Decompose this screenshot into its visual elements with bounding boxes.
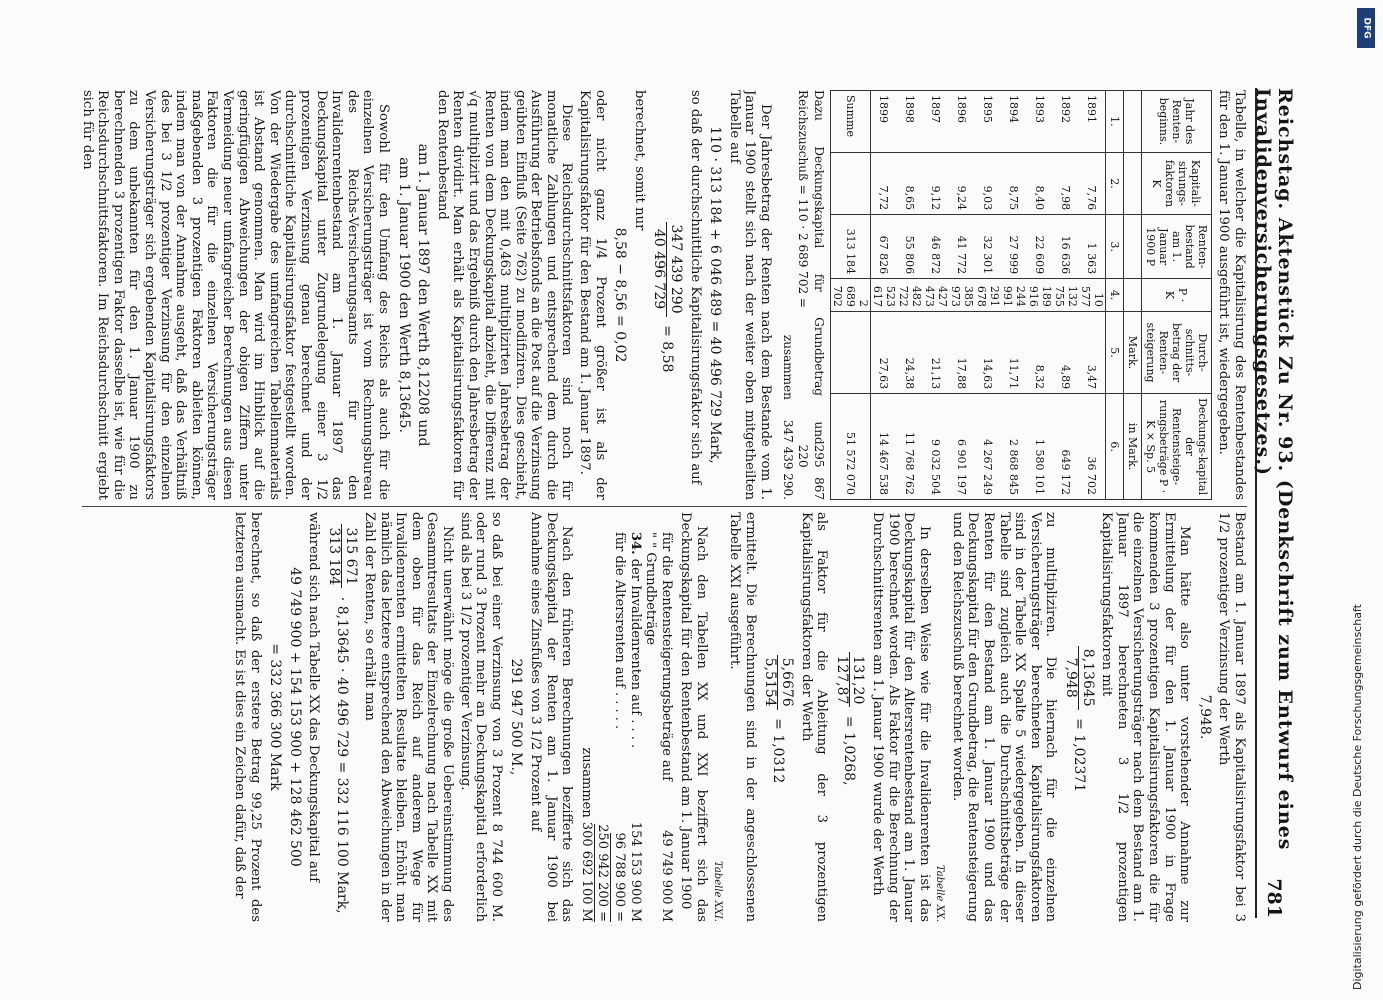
equation xyxy=(1062,512,1094,922)
table-cell: 11 768 762 xyxy=(897,394,923,500)
calc-row xyxy=(610,532,627,922)
equation xyxy=(762,512,794,922)
table-total-value: 347 439 290. xyxy=(780,419,795,500)
table-cell: 67 826 xyxy=(870,215,897,279)
fraction-denominator: 5,5154 xyxy=(762,657,779,707)
fraction-numerator: 131,20 xyxy=(849,652,866,707)
table-total-label: zusammen xyxy=(780,334,795,400)
paragraph: während sich nach Tabelle XX das Deckungskapital auf xyxy=(306,512,322,883)
equation: am 1. Januar 1897 den Werth 8,12208 und xyxy=(415,143,432,447)
table-cell: 1 363 xyxy=(1079,215,1106,279)
table-row xyxy=(949,91,975,500)
table-colnum: 5. xyxy=(1105,311,1123,393)
fraction-denominator: 313 184 xyxy=(325,527,342,586)
paragraph: so daß der durchschnittliche Kapitalisirungsfaktor sich auf xyxy=(687,90,703,485)
table-cell: 27,63 xyxy=(870,311,897,393)
credit-text: Digitalisierung gefördert durch die Deutsche Forschungsgemeinschaft xyxy=(1351,604,1364,990)
calculation-block xyxy=(578,532,674,922)
table-unit: Mark. xyxy=(1123,311,1141,393)
table-cell: 8,32 xyxy=(1027,311,1053,393)
header-title: Reichstag. Aktenstück Zu Nr. 93. (Denkschrift zum Entwurf eines Invalidenversicherungsgesetzes.) xyxy=(1252,88,1296,851)
table-cell: 1893 xyxy=(1027,91,1053,153)
side-note: Tabelle XXI. xyxy=(711,860,723,922)
table-cell: 482 722 xyxy=(897,279,923,312)
page-number: 781 xyxy=(1263,878,1285,918)
table-cell: 1898 xyxy=(897,91,923,153)
table-cell: 1894 xyxy=(1001,91,1027,153)
table-row xyxy=(1027,91,1053,500)
side-note: Tabelle XX. xyxy=(934,864,946,922)
table-cell: 14 467 538 xyxy=(870,394,897,500)
document-page xyxy=(3,0,1383,1000)
table-cell: 4,89 xyxy=(1053,311,1079,393)
table-cell: 1896 xyxy=(949,91,975,153)
calc-row xyxy=(578,532,594,922)
paragraph: so daß bei einer Verzinsung von 3 Prozent 8 744 600 M. oder rund 3 Prozent mehr an Deckungskapital erforderlich sind als bei 3 1/2 prozentiger Verzinsung. xyxy=(457,512,504,922)
fraction-numerator: 5,6676 xyxy=(777,655,794,710)
table-unit: in Mark. xyxy=(1123,394,1141,500)
fraction-denominator: 40 496 729 xyxy=(651,229,668,310)
table-cell: 1897 xyxy=(923,91,949,153)
table-cell: 8,75 xyxy=(1001,152,1027,214)
equation xyxy=(651,90,683,500)
paragraph: oder nicht ganz 1/4 Prozent größer ist als der Kapitalisirungsfaktor für den Bestand am 1. Januar 1897. xyxy=(577,90,608,500)
left-column xyxy=(77,90,1247,500)
fraction xyxy=(325,524,357,588)
table-sum-cell: Summe xyxy=(830,91,870,153)
table-cell: 189 916 xyxy=(1027,279,1053,312)
table-cell: 55 806 xyxy=(897,215,923,279)
table-unit xyxy=(1123,279,1141,312)
table-colnum: 2. xyxy=(1105,152,1123,214)
table-unit-row xyxy=(1123,91,1141,500)
table-cell: 8,40 xyxy=(1027,152,1053,214)
table-unit xyxy=(1123,215,1141,279)
equation-result: = 1,0268, xyxy=(841,715,858,786)
fraction-numerator: 347 439 290 xyxy=(666,222,683,317)
table-cell: 4 267 249 xyxy=(975,394,1001,500)
table-colnum: 4. xyxy=(1105,279,1123,312)
paragraph: berechnet, so daß der erstere Betrag 99,25 Prozent des letzteren ausmacht. Es ist dies ein Zeichen dafür, daß der xyxy=(231,512,263,922)
paragraph: zu multipliziren. Die hiernach für die einzelnen Versicherungsträger berechneten Kapitalisirungsfaktoren sind in der Tabelle XX Spalte 5 wiedergegeben. In dieser Tabelle sind zugleich auch die Durchschnittsbeträge der Renten für den Bestand am 1. Januar 1900 und das Deckungskapital für den Grundbetrag, die Rentensteigerung und den Reichszuschuß berechnet worden. xyxy=(949,512,1059,922)
equation: 291 947 500 M., xyxy=(508,658,525,776)
table-row xyxy=(1053,91,1079,500)
table-cell: 11,71 xyxy=(1001,311,1027,393)
table-cell: 649 172 xyxy=(1053,394,1079,500)
equation-result: = 8,58 xyxy=(658,325,675,373)
table-cell: 46 872 xyxy=(923,215,949,279)
calc-label: der Invalidenrenten auf . . . . xyxy=(627,558,643,749)
table-body xyxy=(830,91,1105,500)
table-add-value: 295 867 220 xyxy=(796,444,826,500)
table-cell: 7,76 xyxy=(1079,152,1106,214)
table-cell: 16 636 xyxy=(1053,215,1079,279)
fraction-numerator: 8,13645 xyxy=(1078,646,1095,710)
table-cell: 6 901 197 xyxy=(949,394,975,500)
paragraph: In derselben Weise wie für die Invalidenrenten ist das Deckungskapital für den Altersrentenbestand am 1. Januar 1900 berechnet worden. Als Faktor für die Berechnung der Durchschnittsrenten am 1. Januar 1900 wurde der Werth xyxy=(869,512,932,922)
fraction-denominator: 127,87 xyxy=(833,655,850,705)
table-cell: 9,03 xyxy=(975,152,1001,214)
table-cell: 3,47 xyxy=(1079,311,1106,393)
table-cell: 2 868 845 xyxy=(1001,394,1027,500)
equation-result: · 8,13645 · 40 496 729 = 332 116 100 Mark, xyxy=(333,596,350,914)
equation: 49 749 900 + 154 153 900 + 128 462 500 xyxy=(286,567,303,867)
table-caption: Tabelle, in welcher die Kapitalisirung des Rentenbestandes für den 1. Januar 1900 ausgeführt ist, wiedergegeben. xyxy=(1216,90,1247,500)
equation-result: = 1,0312 xyxy=(769,718,786,784)
table-row xyxy=(870,91,897,500)
calc-subtotal: 250 942 200 = xyxy=(595,824,611,922)
table-row xyxy=(923,91,949,500)
paragraph: berechnet, somit nur xyxy=(631,90,647,231)
paragraph: Sowohl für den Umfang des Reichs als auch für die einzelnen Versicherungsträger ist vom Rechnungsbureau des Reichs-Versicherungsamts für den Invalidenrentenbestand am 1. Januar 1897 das Deckungskapital unter Zugrundelegung einer 3 1/2 prozentigen Verzinsung genau berechnet und der durchschnittliche Kapitalisirungsfaktor festgestellt worden. Von der Wiedergabe des umfangreichen Tabellenmaterials ist Abstand genommen. Man wird im Hinblick auf die geringfügigen Abweichungen der obigen Ziffern unter Vermeidung neuer umfangreicher Berechnungen aus diesen Faktoren die für die einzelnen Versicherungsträger maßgebenden 3 prozentigen Faktoren ableiten können, indem man von der Annahme ausgeht, daß das Verhältniß des bei 3 1/2 prozentiger Verzinsung für den einzelnen Versicherungsträger sich ergebenden Kapitalisirungsfaktors zu dem unbekannten für den 1. Januar 1900 zu berechnenden 3 prozentigen Faktor dasselbe ist, wie für die Reichsdurchschnittsfaktoren. Im Reichsdurchschnitt ergiebt sich für den xyxy=(79,90,391,500)
paragraph: Man hätte also unter vorstehender Annahme zur Ermittelung der für den 1. Januar 1900 in Frage kommenden 3 prozentigen Kapitalisirungsfaktoren die für die einzelnen Versicherungsträger nach dem Bestand am 1. Januar 1897 berechneten 3 1/2 prozentigen Kapitalisirungsfaktoren mit xyxy=(1099,512,1193,922)
table-cell: 41 772 xyxy=(949,215,975,279)
table-cell: 427 473 xyxy=(923,279,949,312)
equation: 7,948. xyxy=(1196,694,1213,740)
table-cell: 385 973 xyxy=(949,279,975,312)
table-header: P · K xyxy=(1141,279,1211,312)
calc-value: 49 749 900 M xyxy=(658,830,674,922)
paragraph: Bestand am 1. Januar 1897 als Kapitalisirungsfaktor bei 3 1/2 prozentiger Verzinsung der Werth xyxy=(1216,512,1247,922)
calc-label: für die Rentensteigerungsbeträge auf xyxy=(658,532,674,781)
paragraph: Diese Reichsdurchschnittsfaktoren sind noch für monatliche Zahlungen und entsprechend dem durch die Ausführung der Betriebsfonds an die Post auf die Verzinsung geübten Einfluß (Seite 762) zu modifiziren. Dies geschieht, indem man den mit 0,463 multiplizirten Jahresbetrag der Renten von dem Deckungskapital abzieht, die Differenz mit √q multiplizirt und das Ergebniß durch den Jahresbetrag der Renten dividirt. Man erhält als Kapitalisirungsfaktoren für den Rentenbestand xyxy=(434,90,575,500)
table-cell: 9,12 xyxy=(923,152,949,214)
table-cell: 132 755 xyxy=(1053,279,1079,312)
calc-total: zusammen 300 692 100 M xyxy=(578,747,594,922)
table-add-row xyxy=(795,90,826,500)
table-colnum: 1. xyxy=(1105,91,1123,153)
table-cell: 244 991 xyxy=(1001,279,1027,312)
paragraph: als Faktor für die Ableitung der 3 prozentigen Kapitalisirungsfaktoren der Werth xyxy=(798,512,830,922)
table-cell: 1891 xyxy=(1079,91,1106,153)
fraction xyxy=(833,652,865,707)
fraction-numerator: 315 671 xyxy=(341,524,358,588)
table-colnum: 6. xyxy=(1105,394,1123,500)
calc-value: 96 788 900 = xyxy=(612,832,628,922)
calc-row xyxy=(643,532,659,922)
table-header: Durch-schnitts-betrag der Renten-steigerung xyxy=(1141,311,1211,393)
paragraph: Der Jahresbetrag der Renten nach dem Bestande vom 1. Januar 1900 stellt sich nach der weiter oben mitgetheilten Tabelle auf xyxy=(726,90,774,500)
table-unit xyxy=(1123,91,1141,153)
paragraph: ermittelt. Die Berechnungen sind in der angeschlossenen Tabelle XXI ausgeführt. xyxy=(727,512,758,922)
table-cell: 36 702 xyxy=(1079,394,1106,500)
table-cell: 24,38 xyxy=(897,311,923,393)
table-cell: 9,24 xyxy=(949,152,975,214)
table-cell: 27 999 xyxy=(1001,215,1027,279)
table-cell: 9 032 504 xyxy=(923,394,949,500)
table-cell: 7,72 xyxy=(870,152,897,214)
table-colnum-row xyxy=(1105,91,1123,500)
column-divider xyxy=(82,506,1247,507)
page-header xyxy=(1252,88,1296,918)
table-cell: 523 617 xyxy=(870,279,897,312)
table-cell: 22 609 xyxy=(1027,215,1053,279)
rent-table xyxy=(830,90,1212,500)
fraction-denominator: 7,948 xyxy=(1063,657,1080,698)
equation: 8,58 − 8,56 = 0,02 xyxy=(612,227,629,363)
table-cell: 1899 xyxy=(870,91,897,153)
dfg-logo-text: DFG xyxy=(1361,17,1372,39)
table-cell: 1895 xyxy=(975,91,1001,153)
paragraph: Nicht unerwähnt möge die große Uebereinstimmung des Gesammtresultats der Einzelrechnung nach Tabelle XX mit dem oben für das Reich auf anderem Wege für Invalidenrenten ermittelten Resultate bleiben. Erhöht man nämlich das letztere entsprechend den Abweichungen in der Zahl der Renten, so erhält man xyxy=(362,512,456,922)
table-sum-cell xyxy=(830,152,870,214)
calc-label: " " Grundbeträge xyxy=(643,532,659,646)
fraction xyxy=(762,655,794,710)
equation xyxy=(833,512,865,922)
table-header: Renten-bestand am 1. Januar 1900 P xyxy=(1141,215,1211,279)
table-add-label: Dazu Deckungskapital für Grundbetrag und Reichszuschuß = 110 · 2 689 702 = xyxy=(796,90,826,445)
equation-result: = 1,02371 xyxy=(1070,718,1087,793)
table-cell: 1892 xyxy=(1053,91,1079,153)
table-cell: 291 678 xyxy=(975,279,1001,312)
table-unit xyxy=(1123,152,1141,214)
right-column xyxy=(77,512,1247,922)
equation: 110 · 313 184 + 6 046 489 = 40 496 729 Mark, xyxy=(707,126,724,464)
table-cell: 7,98 xyxy=(1053,152,1079,214)
table-header: Deckungs-kapital der Rentensteige-rungsbeträge P · K × Sp. 5 xyxy=(1141,394,1211,500)
table-cell: 14,63 xyxy=(975,311,1001,393)
calc-value: 154 153 900 M xyxy=(627,821,643,922)
table-header: Jahr des Renten-beginns. xyxy=(1141,91,1211,153)
digitization-credit xyxy=(1351,10,1377,990)
table-row xyxy=(975,91,1001,500)
paragraph: Nach den früheren Berechnungen bezifferte sich das Deckungskapital der Renten am 1. Januar 1900 bei Annahme eines Zinsfußes von 3 1/2 Prozent auf xyxy=(528,512,575,922)
table-sum-cell: 313 184 xyxy=(830,215,870,279)
section-marker: 34. xyxy=(627,532,643,555)
equation xyxy=(325,512,357,922)
equation: am 1. Januar 1900 den Werth 8,13645. xyxy=(395,157,412,433)
table-sum-cell: 2 689 702 xyxy=(830,279,870,312)
calc-label: für die Altersrenten auf . . . . . xyxy=(612,532,628,730)
table-colnum: 3. xyxy=(1105,215,1123,279)
table-header: Kapitali-sirungs-faktoren K xyxy=(1141,152,1211,214)
table-row xyxy=(1001,91,1027,500)
calc-row xyxy=(658,532,674,922)
table-cell: 8,65 xyxy=(897,152,923,214)
table-header-row xyxy=(1141,91,1211,500)
table-sum-cell xyxy=(830,311,870,393)
equation: = 332 366 300 Mark xyxy=(267,643,284,791)
table-cell: 10 577 xyxy=(1079,279,1106,312)
fraction xyxy=(1062,646,1094,710)
fraction xyxy=(651,222,683,317)
table-row xyxy=(897,91,923,500)
table-cell: 1 580 101 xyxy=(1027,394,1053,500)
table-cell: 32 301 xyxy=(975,215,1001,279)
table-total-row xyxy=(779,90,795,500)
table-row xyxy=(1079,91,1106,500)
table-cell: 17,88 xyxy=(949,311,975,393)
calc-row xyxy=(594,532,611,922)
paragraph: Nach den Tabellen XX und XXI beziffert sich das Deckungskapital für den Rentenbestand am 1. Januar 1900 xyxy=(678,512,709,922)
table-cell: 21,13 xyxy=(923,311,949,393)
table-sum-row xyxy=(830,91,870,500)
calc-row xyxy=(627,532,643,922)
table-sum-cell: 51 572 070 xyxy=(830,394,870,500)
